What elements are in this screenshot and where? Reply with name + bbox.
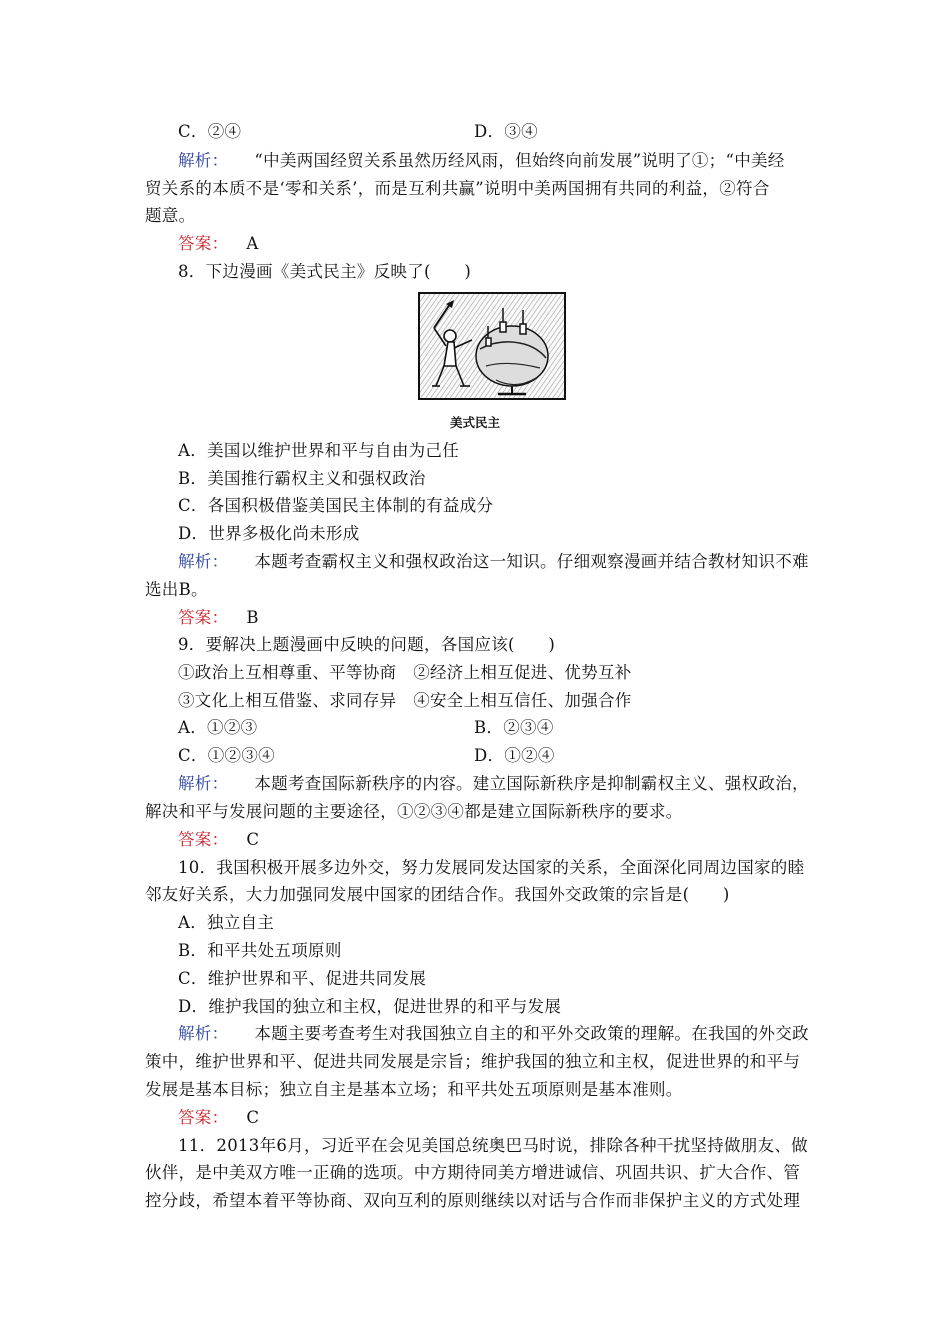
q7-explanation-text-1: “中美两国经贸关系虽然历经风雨，但始终向前发展”说明了①；“中美经 (254, 151, 785, 170)
q9-items-line-1: ①政治上互相尊重、平等协商 ②经济上相互促进、优势互补 (178, 663, 632, 682)
q8-explanation-line-2: 选出B。 (145, 580, 208, 599)
q10-explanation-line-2: 策中，维护世界和平、促进共同发展是宗旨；维护我国的独立和主权，促进世界的和平与 (145, 1052, 801, 1071)
q9-explanation-line-1 (178, 770, 848, 798)
q9-option-a: A．①②③ (178, 718, 258, 737)
q9-explanation-label: 解析： (178, 774, 229, 793)
q10-option-b: B．和平共处五项原则 (178, 941, 342, 960)
q7-option-c: C．②④ (178, 122, 242, 141)
q8-explanation-text-1: 本题考查霸权主义和强权政治这一知识。仔细观察漫画并结合教材知识不难 (254, 552, 809, 571)
q10-option-c: C．维护世界和平、促进共同发展 (178, 969, 427, 988)
q11-stem-line-3: 控分歧，希望本着平等协商、双向互利的原则继续以对话与合作而非保护主义的方式处理 (145, 1191, 801, 1210)
cartoon-image (418, 292, 566, 400)
q7-answer-value: A (246, 234, 259, 253)
q10-explanation-line-3: 发展是基本目标；独立自主是基本立场；和平共处五项原则是基本准则。 (145, 1080, 683, 1099)
q8-option-d: D．世界多极化尚未形成 (178, 524, 360, 543)
q7-explanation-line-3: 题意。 (145, 206, 196, 225)
q10-answer (178, 1104, 848, 1132)
q8-explanation-label: 解析： (178, 552, 229, 571)
q8-stem: 8．下边漫画《美式民主》反映了( ) (178, 262, 472, 281)
q7-options-cd (178, 118, 848, 146)
q8-option-c: C．各国积极借鉴美国民主体制的有益成分 (178, 496, 494, 515)
q7-option-d: D．③④ (474, 122, 538, 141)
q9-options-cd (178, 742, 848, 770)
q9-option-b: B．②③④ (474, 718, 554, 737)
q8-option-b: B．美国推行霸权主义和强权政治 (178, 469, 426, 488)
q10-stem-line-2: 邻友好关系，大力加强同发展中国家的团结合作。我国外交政策的宗旨是( ) (145, 885, 730, 904)
cartoon-caption: 美式民主 (449, 415, 500, 430)
q10-option-a: A．独立自主 (178, 913, 275, 932)
q7-answer (178, 230, 848, 258)
q10-explanation-label: 解析： (178, 1024, 229, 1043)
q9-items-line-2: ③文化上相互借鉴、求同存异 ④安全上相互信任、加强合作 (178, 691, 632, 710)
q9-answer-label: 答案： (178, 830, 229, 849)
q11-stem-line-1: 11．2013年6月，习近平在会见美国总统奥巴马时说，排除各种干扰坚持做朋友、做 (178, 1136, 808, 1155)
q9-option-d: D．①②④ (474, 746, 555, 765)
q11-stem-line-2: 伙伴，是中美双方唯一正确的选项。中方期待同美方增进诚信、巩固共识、扩大合作、管 (145, 1163, 801, 1182)
q10-option-d: D．维护我国的独立和主权，促进世界的和平与发展 (178, 997, 562, 1016)
cartoon-drawing (420, 294, 564, 398)
q9-answer (178, 826, 848, 854)
q9-explanation-text-1: 本题考查国际新秩序的内容。建立国际新秩序是抑制霸权主义、强权政治， (254, 774, 809, 793)
q10-stem-line-1: 10．我国积极开展多边外交，努力发展同发达国家的关系，全面深化同周边国家的睦 (178, 858, 805, 877)
q9-option-c: C．①②③④ (178, 746, 275, 765)
q7-explanation-label: 解析： (178, 151, 229, 170)
q10-explanation-text-1: 本题主要考查考生对我国独立自主的和平外交政策的理解。在我国的外交政 (254, 1024, 809, 1043)
q10-explanation-line-1 (178, 1020, 848, 1048)
q9-explanation-line-2: 解决和平与发展问题的主要途径，①②③④都是建立国际新秩序的要求。 (145, 802, 683, 821)
q8-explanation-line-1 (178, 548, 848, 576)
q9-options-ab (178, 714, 848, 742)
q8-answer (178, 604, 848, 632)
q7-explanation-line-1 (178, 147, 848, 175)
q8-answer-label: 答案： (178, 608, 229, 627)
q8-answer-value: B (246, 608, 259, 627)
q9-answer-value: C (246, 830, 260, 849)
q10-answer-value: C (246, 1108, 260, 1127)
q7-answer-label: 答案： (178, 234, 229, 253)
q9-stem: 9．要解决上题漫画中反映的问题，各国应该( ) (178, 635, 556, 654)
q8-option-a: A．美国以维护世界和平与自由为己任 (178, 441, 460, 460)
q7-explanation-line-2: 贸关系的本质不是‘零和关系’，而是互利共赢”说明中美两国拥有共同的利益，②符合 (145, 179, 770, 198)
q10-answer-label: 答案： (178, 1108, 229, 1127)
